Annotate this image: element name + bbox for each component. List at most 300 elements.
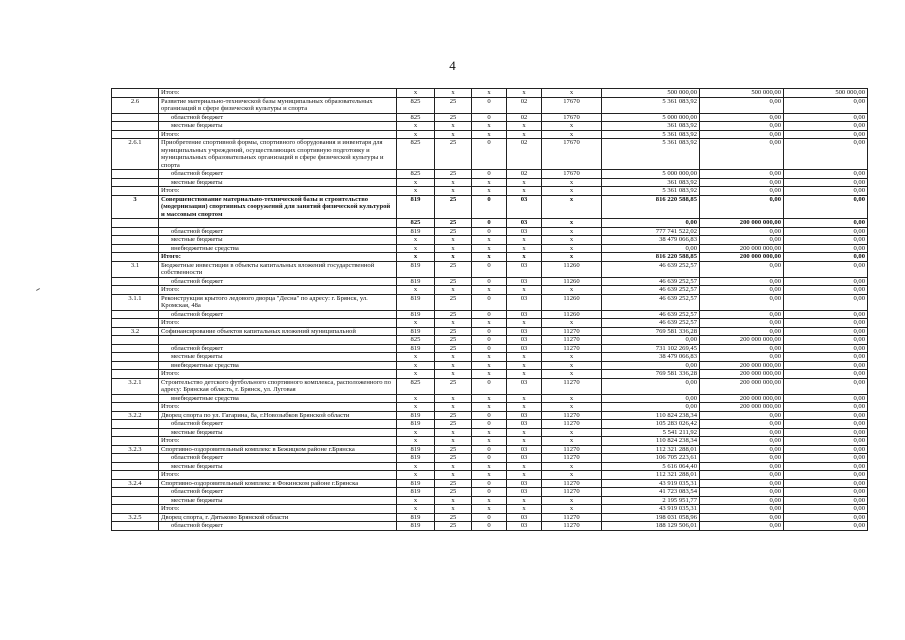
target-cell: x xyxy=(542,286,602,295)
sum-year3-cell: 0,00 xyxy=(784,428,868,437)
table-row xyxy=(112,261,868,277)
row-number xyxy=(112,505,159,514)
rz-cell: 25 xyxy=(435,454,472,463)
grbs-cell: x xyxy=(397,361,435,370)
vid-cell: 02 xyxy=(507,97,542,113)
table-row xyxy=(112,170,868,179)
rz-cell: 25 xyxy=(435,97,472,113)
row-number xyxy=(112,244,159,253)
row-number xyxy=(112,277,159,286)
sum-year1-cell: 46 639 252,57 xyxy=(602,319,700,328)
sum-year2-cell: 0,00 xyxy=(700,496,784,505)
row-name: Итого: xyxy=(159,437,397,446)
sum-year1-cell: 41 723 083,54 xyxy=(602,488,700,497)
table-row xyxy=(112,244,868,253)
pr-cell: 0 xyxy=(472,327,507,336)
pr-cell: 0 xyxy=(472,227,507,236)
target-cell: 11270 xyxy=(542,479,602,488)
sum-year2-cell: 500 000,00 xyxy=(700,89,784,98)
target-cell: x xyxy=(542,505,602,514)
pr-cell: x xyxy=(472,178,507,187)
sum-year3-cell: 0,00 xyxy=(784,187,868,196)
sum-year1-cell: 5 000 000,00 xyxy=(602,170,700,179)
rz-cell: x xyxy=(435,178,472,187)
grbs-cell: x xyxy=(397,319,435,328)
row-name: Дворец спорта по ул. Гагарина, 8а, г.Новозыбков Брянской области xyxy=(159,411,397,420)
rz-cell: 25 xyxy=(435,277,472,286)
grbs-cell: 819 xyxy=(397,445,435,454)
target-cell: x xyxy=(542,178,602,187)
pr-cell: 0 xyxy=(472,97,507,113)
vid-cell: 03 xyxy=(507,378,542,394)
row-number xyxy=(112,236,159,245)
rz-cell: 25 xyxy=(435,113,472,122)
row-name: областной бюджет xyxy=(159,113,397,122)
vid-cell: x xyxy=(507,178,542,187)
row-number xyxy=(112,496,159,505)
rz-cell: x xyxy=(435,394,472,403)
grbs-cell: x xyxy=(397,244,435,253)
pr-cell: x xyxy=(472,361,507,370)
sum-year3-cell: 0,00 xyxy=(784,471,868,480)
sum-year2-cell: 0,00 xyxy=(700,353,784,362)
pr-cell: x xyxy=(472,471,507,480)
row-name: областной бюджет xyxy=(159,488,397,497)
pr-cell: 0 xyxy=(472,261,507,277)
sum-year3-cell: 0,00 xyxy=(784,488,868,497)
sum-year1-cell: 5 361 083,92 xyxy=(602,187,700,196)
sum-year2-cell: 0,00 xyxy=(700,327,784,336)
pr-cell: x xyxy=(472,496,507,505)
rz-cell: 25 xyxy=(435,195,472,219)
sum-year3-cell: 0,00 xyxy=(784,522,868,531)
table-row xyxy=(112,428,868,437)
pr-cell: 0 xyxy=(472,294,507,310)
sum-year2-cell: 0,00 xyxy=(700,187,784,196)
vid-cell: 03 xyxy=(507,445,542,454)
row-name: областной бюджет xyxy=(159,170,397,179)
pr-cell: 0 xyxy=(472,113,507,122)
target-cell: 11260 xyxy=(542,310,602,319)
sum-year2-cell: 0,00 xyxy=(700,122,784,131)
sum-year1-cell: 112 321 288,01 xyxy=(602,445,700,454)
sum-year2-cell: 0,00 xyxy=(700,411,784,420)
grbs-cell: 819 xyxy=(397,327,435,336)
row-name: Итого: xyxy=(159,505,397,514)
grbs-cell: 819 xyxy=(397,479,435,488)
row-name: местные бюджеты xyxy=(159,462,397,471)
budget-table xyxy=(111,88,868,531)
vid-cell: 02 xyxy=(507,170,542,179)
vid-cell: x xyxy=(507,361,542,370)
rz-cell: x xyxy=(435,428,472,437)
sum-year2-cell: 0,00 xyxy=(700,344,784,353)
sum-year3-cell: 0,00 xyxy=(784,253,868,262)
rz-cell: x xyxy=(435,187,472,196)
grbs-cell: x xyxy=(397,471,435,480)
sum-year1-cell: 5 541 211,92 xyxy=(602,428,700,437)
sum-year3-cell: 500 000,00 xyxy=(784,89,868,98)
rz-cell: 25 xyxy=(435,139,472,170)
target-cell: x xyxy=(542,496,602,505)
sum-year3-cell: 0,00 xyxy=(784,286,868,295)
sum-year2-cell: 0,00 xyxy=(700,471,784,480)
sum-year3-cell: 0,00 xyxy=(784,496,868,505)
row-number xyxy=(112,253,159,262)
grbs-cell: 819 xyxy=(397,294,435,310)
table-row xyxy=(112,113,868,122)
row-name: внебюджетные средства xyxy=(159,244,397,253)
target-cell: x xyxy=(542,361,602,370)
row-number xyxy=(112,187,159,196)
rz-cell: x xyxy=(435,244,472,253)
table-row xyxy=(112,361,868,370)
sum-year2-cell: 0,00 xyxy=(700,505,784,514)
row-number xyxy=(112,89,159,98)
sum-year3-cell: 0,00 xyxy=(784,353,868,362)
vid-cell: 03 xyxy=(507,294,542,310)
pr-cell: x xyxy=(472,505,507,514)
table-row xyxy=(112,277,868,286)
grbs-cell: 819 xyxy=(397,488,435,497)
row-name: Итого: xyxy=(159,319,397,328)
sum-year3-cell: 0,00 xyxy=(784,130,868,139)
sum-year1-cell: 361 083,92 xyxy=(602,122,700,131)
row-name: местные бюджеты xyxy=(159,428,397,437)
sum-year1-cell: 46 639 252,57 xyxy=(602,277,700,286)
sum-year2-cell: 0,00 xyxy=(700,170,784,179)
grbs-cell: x xyxy=(397,394,435,403)
pr-cell: x xyxy=(472,286,507,295)
row-name: Итого: xyxy=(159,471,397,480)
target-cell: 11270 xyxy=(542,378,602,394)
row-number xyxy=(112,428,159,437)
sum-year1-cell: 816 220 588,85 xyxy=(602,195,700,219)
pr-cell: 0 xyxy=(472,420,507,429)
table-row xyxy=(112,403,868,412)
row-number xyxy=(112,310,159,319)
vid-cell: x xyxy=(507,505,542,514)
row-name: Дворец спорта, г. Дятьково Брянской области xyxy=(159,513,397,522)
grbs-cell: x xyxy=(397,505,435,514)
pr-cell: 0 xyxy=(472,411,507,420)
grbs-cell: x xyxy=(397,353,435,362)
sum-year3-cell: 0,00 xyxy=(784,437,868,446)
vid-cell: x xyxy=(507,244,542,253)
row-name: внебюджетные средства xyxy=(159,361,397,370)
vid-cell: x xyxy=(507,130,542,139)
rz-cell: x xyxy=(435,353,472,362)
sum-year1-cell: 5 361 083,92 xyxy=(602,130,700,139)
rz-cell: x xyxy=(435,286,472,295)
pr-cell: 0 xyxy=(472,170,507,179)
sum-year2-cell: 200 000 000,00 xyxy=(700,403,784,412)
sum-year1-cell: 112 321 288,01 xyxy=(602,471,700,480)
sum-year1-cell: 731 102 269,45 xyxy=(602,344,700,353)
grbs-cell: 819 xyxy=(397,522,435,531)
target-cell: 17670 xyxy=(542,170,602,179)
sum-year2-cell: 0,00 xyxy=(700,261,784,277)
target-cell: x xyxy=(542,122,602,131)
row-name: областной бюджет xyxy=(159,420,397,429)
sum-year2-cell: 0,00 xyxy=(700,454,784,463)
row-number: 3.2.2 xyxy=(112,411,159,420)
sum-year3-cell: 0,00 xyxy=(784,178,868,187)
sum-year3-cell: 0,00 xyxy=(784,462,868,471)
table-row xyxy=(112,219,868,228)
target-cell: x xyxy=(542,227,602,236)
row-number xyxy=(112,344,159,353)
sum-year1-cell: 816 220 588,85 xyxy=(602,253,700,262)
sum-year1-cell: 106 705 223,61 xyxy=(602,454,700,463)
pr-cell: x xyxy=(472,319,507,328)
rz-cell: 25 xyxy=(435,411,472,420)
pr-cell: x xyxy=(472,89,507,98)
row-number: 3.2.1 xyxy=(112,378,159,394)
rz-cell: 25 xyxy=(435,522,472,531)
rz-cell: 25 xyxy=(435,513,472,522)
table-row xyxy=(112,336,868,345)
target-cell: 11270 xyxy=(542,420,602,429)
sum-year2-cell: 0,00 xyxy=(700,479,784,488)
vid-cell: 03 xyxy=(507,310,542,319)
row-number: 2.6 xyxy=(112,97,159,113)
sum-year3-cell: 0,00 xyxy=(784,411,868,420)
vid-cell: x xyxy=(507,394,542,403)
pr-cell: x xyxy=(472,353,507,362)
sum-year1-cell: 769 581 336,28 xyxy=(602,327,700,336)
sum-year1-cell: 46 639 252,57 xyxy=(602,261,700,277)
vid-cell: x xyxy=(507,462,542,471)
row-number: 3.2.4 xyxy=(112,479,159,488)
table-row xyxy=(112,195,868,219)
table-row xyxy=(112,479,868,488)
row-name: Итого: xyxy=(159,253,397,262)
target-cell: 11260 xyxy=(542,261,602,277)
target-cell: 17670 xyxy=(542,139,602,170)
sum-year3-cell: 0,00 xyxy=(784,294,868,310)
sum-year3-cell: 0,00 xyxy=(784,227,868,236)
pr-cell: 0 xyxy=(472,195,507,219)
row-number xyxy=(112,319,159,328)
target-cell: x xyxy=(542,253,602,262)
grbs-cell: 825 xyxy=(397,139,435,170)
sum-year2-cell: 200 000 000,00 xyxy=(700,244,784,253)
row-name: Спортивно-оздоровительный комплекс в Бежицком районе г.Брянска xyxy=(159,445,397,454)
sum-year2-cell: 0,00 xyxy=(700,522,784,531)
grbs-cell: 825 xyxy=(397,170,435,179)
sum-year1-cell: 0,00 xyxy=(602,394,700,403)
target-cell: 11270 xyxy=(542,513,602,522)
grbs-cell: 819 xyxy=(397,261,435,277)
sum-year1-cell: 5 361 083,92 xyxy=(602,97,700,113)
grbs-cell: 819 xyxy=(397,344,435,353)
pr-cell: x xyxy=(472,437,507,446)
target-cell: x xyxy=(542,187,602,196)
sum-year2-cell: 0,00 xyxy=(700,130,784,139)
vid-cell: x xyxy=(507,471,542,480)
vid-cell: 03 xyxy=(507,195,542,219)
row-name xyxy=(159,219,397,228)
rz-cell: 25 xyxy=(435,420,472,429)
vid-cell: 03 xyxy=(507,327,542,336)
sum-year2-cell: 0,00 xyxy=(700,462,784,471)
vid-cell: x xyxy=(507,253,542,262)
row-name: местные бюджеты xyxy=(159,122,397,131)
vid-cell: x xyxy=(507,236,542,245)
row-number xyxy=(112,361,159,370)
sum-year2-cell: 0,00 xyxy=(700,488,784,497)
table-row xyxy=(112,178,868,187)
sum-year1-cell: 0,00 xyxy=(602,219,700,228)
sum-year1-cell: 2 195 951,77 xyxy=(602,496,700,505)
row-number xyxy=(112,170,159,179)
vid-cell: 03 xyxy=(507,420,542,429)
sum-year3-cell: 0,00 xyxy=(784,403,868,412)
sum-year1-cell: 43 919 035,31 xyxy=(602,479,700,488)
sum-year2-cell: 0,00 xyxy=(700,236,784,245)
table-row xyxy=(112,411,868,420)
vid-cell: 03 xyxy=(507,227,542,236)
sum-year1-cell: 188 129 506,01 xyxy=(602,522,700,531)
rz-cell: x xyxy=(435,89,472,98)
sum-year1-cell: 0,00 xyxy=(602,403,700,412)
row-number xyxy=(112,437,159,446)
row-number xyxy=(112,336,159,345)
sum-year2-cell: 200 000 000,00 xyxy=(700,361,784,370)
row-name: областной бюджет xyxy=(159,310,397,319)
grbs-cell: 825 xyxy=(397,113,435,122)
pr-cell: 0 xyxy=(472,488,507,497)
target-cell: 11260 xyxy=(542,277,602,286)
sum-year2-cell: 0,00 xyxy=(700,420,784,429)
target-cell: x xyxy=(542,394,602,403)
table-row xyxy=(112,420,868,429)
row-number xyxy=(112,471,159,480)
sum-year1-cell: 110 824 238,34 xyxy=(602,437,700,446)
grbs-cell: 819 xyxy=(397,310,435,319)
sum-year3-cell: 0,00 xyxy=(784,505,868,514)
row-number xyxy=(112,420,159,429)
row-number xyxy=(112,370,159,379)
sum-year3-cell: 0,00 xyxy=(784,122,868,131)
target-cell: 11270 xyxy=(542,344,602,353)
rz-cell: x xyxy=(435,361,472,370)
target-cell: x xyxy=(542,130,602,139)
row-name: Реконструкция крытого ледового дворца "Десна" по адресу: г. Брянск, ул. Кромская, 48а xyxy=(159,294,397,310)
rz-cell: x xyxy=(435,437,472,446)
grbs-cell: x xyxy=(397,253,435,262)
table-row xyxy=(112,353,868,362)
grbs-cell: x xyxy=(397,122,435,131)
sum-year2-cell: 0,00 xyxy=(700,97,784,113)
table-row xyxy=(112,327,868,336)
table-row xyxy=(112,139,868,170)
target-cell: 11270 xyxy=(542,454,602,463)
vid-cell: 03 xyxy=(507,277,542,286)
sum-year3-cell: 0,00 xyxy=(784,113,868,122)
table-row xyxy=(112,319,868,328)
rz-cell: 25 xyxy=(435,310,472,319)
table-row xyxy=(112,130,868,139)
row-name: местные бюджеты xyxy=(159,353,397,362)
row-name: Итого: xyxy=(159,89,397,98)
table-row xyxy=(112,437,868,446)
sum-year2-cell: 200 000 000,00 xyxy=(700,219,784,228)
sum-year2-cell: 0,00 xyxy=(700,195,784,219)
table-row xyxy=(112,89,868,98)
target-cell: x xyxy=(542,236,602,245)
row-number xyxy=(112,122,159,131)
row-number xyxy=(112,178,159,187)
sum-year3-cell: 0,00 xyxy=(784,344,868,353)
sum-year1-cell: 777 741 522,02 xyxy=(602,227,700,236)
row-number xyxy=(112,113,159,122)
vid-cell: 03 xyxy=(507,344,542,353)
vid-cell: x xyxy=(507,286,542,295)
row-number: 3.2.5 xyxy=(112,513,159,522)
sum-year2-cell: 0,00 xyxy=(700,227,784,236)
vid-cell: x xyxy=(507,370,542,379)
pr-cell: 0 xyxy=(472,513,507,522)
rz-cell: x xyxy=(435,496,472,505)
row-number xyxy=(112,454,159,463)
vid-cell: x xyxy=(507,403,542,412)
row-name: внебюджетные средства xyxy=(159,394,397,403)
target-cell: 17670 xyxy=(542,113,602,122)
pr-cell: x xyxy=(472,253,507,262)
row-number xyxy=(112,403,159,412)
sum-year3-cell: 0,00 xyxy=(784,370,868,379)
row-number: 2.6.1 xyxy=(112,139,159,170)
sum-year2-cell: 0,00 xyxy=(700,113,784,122)
row-name: Итого: xyxy=(159,286,397,295)
rz-cell: 25 xyxy=(435,227,472,236)
table-row xyxy=(112,370,868,379)
sum-year2-cell: 0,00 xyxy=(700,513,784,522)
row-number: 3.2.3 xyxy=(112,445,159,454)
grbs-cell: 819 xyxy=(397,454,435,463)
target-cell: x xyxy=(542,353,602,362)
row-number xyxy=(112,488,159,497)
sum-year1-cell: 361 083,92 xyxy=(602,178,700,187)
rz-cell: 25 xyxy=(435,479,472,488)
sum-year3-cell: 0,00 xyxy=(784,244,868,253)
pr-cell: 0 xyxy=(472,219,507,228)
target-cell: x xyxy=(542,462,602,471)
vid-cell: x xyxy=(507,353,542,362)
vid-cell: 03 xyxy=(507,513,542,522)
vid-cell: x xyxy=(507,437,542,446)
grbs-cell: 819 xyxy=(397,411,435,420)
sum-year3-cell: 0,00 xyxy=(784,445,868,454)
grbs-cell: 825 xyxy=(397,336,435,345)
sum-year2-cell: 0,00 xyxy=(700,437,784,446)
rz-cell: x xyxy=(435,130,472,139)
rz-cell: 25 xyxy=(435,378,472,394)
row-name: Итого: xyxy=(159,403,397,412)
row-name: Спортивно-оздоровительный комплекс в Фокинском районе г.Брянска xyxy=(159,479,397,488)
pr-cell: x xyxy=(472,236,507,245)
sum-year2-cell: 0,00 xyxy=(700,319,784,328)
sum-year2-cell: 0,00 xyxy=(700,294,784,310)
vid-cell: x xyxy=(507,122,542,131)
row-name: Софинансирование объектов капитальных вложений муниципальной xyxy=(159,327,397,336)
target-cell: 17670 xyxy=(542,97,602,113)
sum-year3-cell: 0,00 xyxy=(784,327,868,336)
rz-cell: x xyxy=(435,236,472,245)
table-row xyxy=(112,505,868,514)
